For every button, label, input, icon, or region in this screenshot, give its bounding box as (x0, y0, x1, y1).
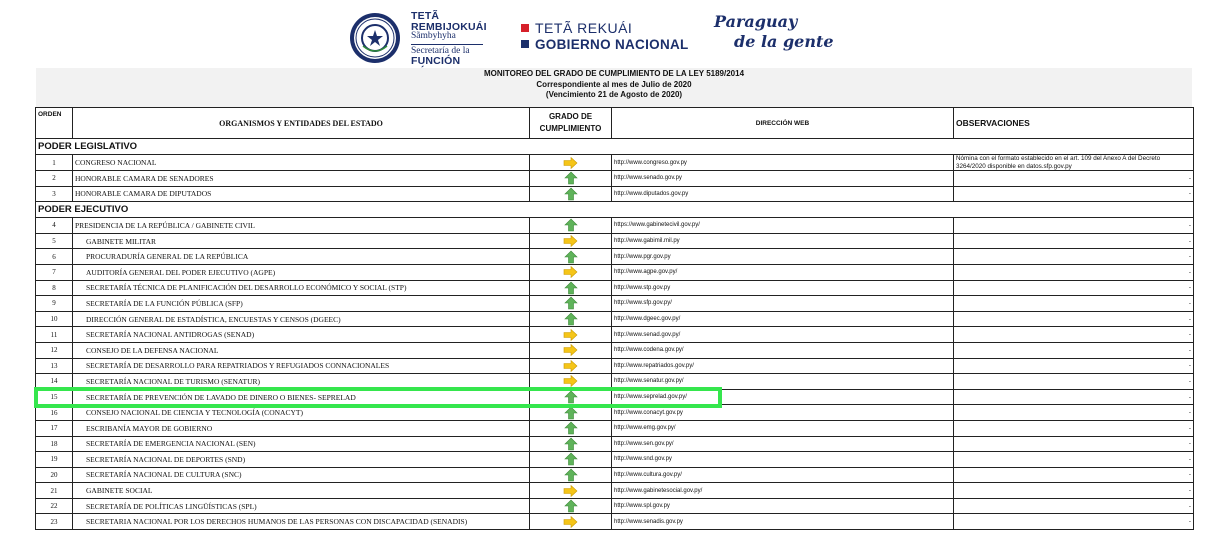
table-row (36, 374, 1194, 390)
arrow-right-icon (563, 329, 578, 341)
row-url-link[interactable]: http://www.gabimil.mil.py (612, 233, 954, 249)
row-orden: 9 (36, 296, 73, 312)
row-observaciones: - (954, 264, 1194, 280)
row-entity-name: ESCRIBANÍA MAYOR DE GOBIERNO (73, 420, 530, 436)
row-grado (530, 311, 612, 327)
sfp-line1: TETÃ (411, 10, 440, 22)
row-entity-name: SECRETARÍA DE EMERGENCIA NACIONAL (SEN) (73, 436, 530, 452)
row-url-link[interactable]: http://www.conacyt.gov.py (612, 405, 954, 421)
row-observaciones: - (954, 218, 1194, 234)
row-url-link[interactable]: http://www.senado.gov.py (612, 171, 954, 187)
table-row (36, 498, 1194, 514)
row-url-link[interactable]: http://www.gabinetesocial.gov.py/ (612, 483, 954, 499)
row-orden: 5 (36, 233, 73, 249)
row-entity-name: SECRETARÍA TÉCNICA DE PLANIFICACIÓN DEL DESARROLLO ECONÓMICO Y SOCIAL (STP) (73, 280, 530, 296)
row-url-link[interactable]: http://www.emg.gov.py/ (612, 420, 954, 436)
row-orden: 2 (36, 171, 73, 187)
col-grado-header (530, 108, 612, 139)
row-orden: 20 (36, 467, 73, 483)
row-entity-name: SECRETARÍA NACIONAL DE DEPORTES (SND) (73, 452, 530, 468)
table-row (36, 249, 1194, 265)
col-direccion-header: DIRECCIÓN WEB (612, 108, 954, 139)
section-row (36, 202, 1194, 218)
table-row (36, 483, 1194, 499)
row-orden: 11 (36, 327, 73, 343)
table-row (36, 218, 1194, 234)
row-observaciones: - (954, 405, 1194, 421)
row-orden: 22 (36, 498, 73, 514)
arrow-up-icon (564, 187, 578, 201)
arrow-right-icon (563, 235, 578, 247)
table-row (36, 358, 1194, 374)
table-row (36, 186, 1194, 202)
table-row (36, 311, 1194, 327)
row-orden: 17 (36, 420, 73, 436)
row-orden: 7 (36, 264, 73, 280)
sfp-line2: REMBIJOKUÁI (411, 20, 487, 33)
arrow-up-icon (564, 312, 578, 326)
row-grado (530, 389, 612, 405)
row-grado (530, 342, 612, 358)
table-row (36, 327, 1194, 343)
report-deadline: (Vencimiento 21 de Agosto de 2020) (545, 90, 683, 99)
row-observaciones: - (954, 452, 1194, 468)
col-orden-header: ORDEN (36, 108, 73, 139)
arrow-right-icon (563, 485, 578, 497)
row-observaciones: - (954, 342, 1194, 358)
row-orden: 15 (36, 389, 73, 405)
row-orden: 19 (36, 452, 73, 468)
blue-square-icon (521, 40, 529, 48)
row-observaciones: - (954, 514, 1194, 530)
table-header-row (36, 108, 1194, 139)
table-row (36, 171, 1194, 187)
row-entity-name: PRESIDENCIA DE LA REPÚBLICA / GABINETE CIVIL (73, 218, 530, 234)
arrow-right-icon (563, 516, 578, 528)
row-observaciones: - (954, 436, 1194, 452)
arrow-up-icon (564, 171, 578, 185)
report-subtitle: Correspondiente al mes de Julio de 2020 (536, 79, 692, 89)
row-entity-name: HONORABLE CAMARA DE DIPUTADOS (73, 186, 530, 202)
row-grado (530, 171, 612, 187)
compliance-table (35, 107, 1194, 530)
row-grado (530, 436, 612, 452)
arrow-up-icon (564, 296, 578, 310)
table-row (36, 155, 1194, 171)
row-orden: 4 (36, 218, 73, 234)
row-grado (530, 483, 612, 499)
row-grado (530, 233, 612, 249)
row-orden: 6 (36, 249, 73, 265)
row-observaciones: - (954, 296, 1194, 312)
row-url-link[interactable]: http://www.cultura.gov.py/ (612, 467, 954, 483)
row-orden: 23 (36, 514, 73, 530)
row-entity-name: GABINETE MILITAR (73, 233, 530, 249)
row-entity-name: CONGRESO NACIONAL (73, 155, 530, 171)
table-row (36, 280, 1194, 296)
row-grado (530, 264, 612, 280)
row-entity-name: GABINETE SOCIAL (73, 483, 530, 499)
row-orden: 3 (36, 186, 73, 202)
arrow-up-icon (564, 452, 578, 466)
table-row (36, 452, 1194, 468)
row-grado (530, 280, 612, 296)
grado-line1: GRADO DE (548, 112, 593, 121)
row-url-link[interactable]: http://www.pgr.gov.py (612, 249, 954, 265)
arrow-up-icon (564, 250, 578, 264)
row-observaciones: - (954, 358, 1194, 374)
row-url-link[interactable]: http://www.seprelad.gov.py/ (612, 389, 954, 405)
row-orden: 1 (36, 155, 73, 171)
row-url-link[interactable]: http://www.snd.gov.py (612, 452, 954, 468)
row-observaciones: Nómina con el formato establecido en el art. 109 del Anexo A del Decreto 3264/2020 disponible en datos.sfp.gov.py (954, 155, 1194, 171)
row-observaciones: - (954, 171, 1194, 187)
row-entity-name: PROCURADURÍA GENERAL DE LA REPÚBLICA (73, 249, 530, 265)
row-grado (530, 296, 612, 312)
row-entity-name: SECRETARÍA DE POLÍTICAS LINGÜÍSTICAS (SPL) (73, 498, 530, 514)
col-organismos-header: ORGANISMOS Y ENTIDADES DEL ESTADO (73, 108, 530, 139)
section-row (36, 139, 1194, 155)
table-row (36, 389, 1194, 405)
gobierno-logo (521, 20, 689, 52)
row-grado (530, 498, 612, 514)
row-url-link[interactable]: http://www.diputados.gov.py (612, 186, 954, 202)
row-observaciones: - (954, 327, 1194, 343)
row-url-link[interactable]: http://www.dgeec.gov.py/ (612, 311, 954, 327)
row-observaciones: - (954, 280, 1194, 296)
table-body (36, 139, 1194, 530)
row-grado (530, 420, 612, 436)
national-seal-icon (349, 12, 401, 64)
row-url-link[interactable]: http://www.senatur.gov.py/ (612, 374, 954, 390)
table-row (36, 436, 1194, 452)
table-row (36, 264, 1194, 280)
row-entity-name: SECRETARÍA NACIONAL ANTIDROGAS (SENAD) (73, 327, 530, 343)
report-title: MONITOREO DEL GRADO DE CUMPLIMIENTO DE LA LEY 5189/2014 (483, 69, 745, 78)
report-title-band (36, 68, 1192, 108)
row-entity-name: HONORABLE CAMARA DE SENADORES (73, 171, 530, 187)
row-url-link[interactable]: http://www.agpe.gov.py/ (612, 264, 954, 280)
table-row (36, 233, 1194, 249)
row-orden: 13 (36, 358, 73, 374)
row-entity-name: CONSEJO NACIONAL DE CIENCIA Y TECNOLOGÍA (CONACYT) (73, 405, 530, 421)
row-entity-name: DIRECCIÓN GENERAL DE ESTADÍSTICA, ENCUESTAS Y CENSOS (DGEEC) (73, 311, 530, 327)
row-grado (530, 452, 612, 468)
arrow-up-icon (564, 390, 578, 404)
sfp-line3: Sãmbyhyha (411, 31, 456, 41)
table-row (36, 514, 1194, 530)
slogan-logo (714, 14, 834, 50)
row-orden: 8 (36, 280, 73, 296)
arrow-right-icon (563, 360, 578, 372)
table-row (36, 296, 1194, 312)
arrow-up-icon (564, 499, 578, 513)
row-orden: 14 (36, 374, 73, 390)
row-url-link[interactable]: http://www.congreso.gov.py (612, 155, 954, 171)
row-observaciones: - (954, 186, 1194, 202)
arrow-right-icon (563, 157, 578, 169)
arrow-up-icon (564, 281, 578, 295)
row-entity-name: SECRETARÍA NACIONAL DE TURISMO (SENATUR) (73, 374, 530, 390)
row-observaciones: - (954, 498, 1194, 514)
row-orden: 16 (36, 405, 73, 421)
row-grado (530, 374, 612, 390)
red-square-icon (521, 24, 529, 32)
row-entity-name: SECRETARÍA DE DESARROLLO PARA REPATRIADOS Y REFUGIADOS CONNACIONALES (73, 358, 530, 374)
row-observaciones: - (954, 374, 1194, 390)
section-title: PODER EJECUTIVO (36, 202, 1194, 218)
table-row (36, 420, 1194, 436)
row-grado (530, 467, 612, 483)
row-grado (530, 358, 612, 374)
header-logos (0, 0, 1220, 68)
col-observaciones-header: OBSERVACIONES (954, 108, 1194, 139)
gob-line1: TETÃ REKUÁI (535, 20, 633, 36)
section-title: PODER LEGISLATIVO (36, 139, 1194, 155)
arrow-up-icon (564, 421, 578, 435)
row-observaciones: - (954, 483, 1194, 499)
table-row (36, 405, 1194, 421)
row-observaciones: - (954, 311, 1194, 327)
row-grado (530, 155, 612, 171)
sfp-divider (411, 44, 483, 45)
arrow-right-icon (563, 266, 578, 278)
table-row (36, 467, 1194, 483)
row-entity-name: SECRETARÍA DE LA FUNCIÓN PÚBLICA (SFP) (73, 296, 530, 312)
row-entity-name: SECRETARÍA NACIONAL DE CULTURA (SNC) (73, 467, 530, 483)
row-entity-name: AUDITORÍA GENERAL DEL PODER EJECUTIVO (AGPE) (73, 264, 530, 280)
row-url-link[interactable]: http://www.repatriados.gov.py/ (612, 358, 954, 374)
sfp-line5: FUNCIÓN (411, 55, 461, 67)
arrow-up-icon (564, 218, 578, 232)
row-observaciones: - (954, 249, 1194, 265)
row-observaciones: - (954, 420, 1194, 436)
row-orden: 10 (36, 311, 73, 327)
arrow-up-icon (564, 468, 578, 482)
row-entity-name: SECRETARIA NACIONAL POR LOS DERECHOS HUMANOS DE LAS PERSONAS CON DISCAPACIDAD (SENADIS) (73, 514, 530, 530)
row-grado (530, 218, 612, 234)
slogan-line2: de la gente (734, 32, 834, 51)
table-row (36, 342, 1194, 358)
row-url-link[interactable]: https://www.gabinetecivil.gov.py/ (612, 218, 954, 234)
row-entity-name: SECRETARÍA DE PREVENCIÓN DE LAVADO DE DINERO O BIENES- SEPRELAD (73, 389, 530, 405)
gob-line2: GOBIERNO NACIONAL (535, 36, 689, 52)
row-url-link[interactable]: http://www.stp.gov.py (612, 280, 954, 296)
row-url-link[interactable]: http://www.spl.gov.py (612, 498, 954, 514)
row-url-link[interactable]: http://www.senad.gov.py/ (612, 327, 954, 343)
row-grado (530, 249, 612, 265)
row-grado (530, 186, 612, 202)
arrow-up-icon (564, 406, 578, 420)
grado-line2: CUMPLIMIENTO (539, 124, 602, 133)
row-orden: 18 (36, 436, 73, 452)
row-orden: 12 (36, 342, 73, 358)
row-grado (530, 514, 612, 530)
row-observaciones: - (954, 233, 1194, 249)
row-url-link[interactable]: http://www.sfp.gov.py/ (612, 296, 954, 312)
arrow-right-icon (563, 375, 578, 387)
row-orden: 21 (36, 483, 73, 499)
row-url-link[interactable]: http://www.sen.gov.py/ (612, 436, 954, 452)
row-observaciones: - (954, 467, 1194, 483)
row-observaciones: - (954, 389, 1194, 405)
arrow-up-icon (564, 437, 578, 451)
slogan-line1: Paraguay (714, 12, 798, 31)
arrow-right-icon (563, 344, 578, 356)
row-entity-name: CONSEJO DE LA DEFENSA NACIONAL (73, 342, 530, 358)
row-grado (530, 327, 612, 343)
row-grado (530, 405, 612, 421)
row-url-link[interactable]: http://www.senadis.gov.py (612, 514, 954, 530)
row-url-link[interactable]: http://www.codena.gov.py/ (612, 342, 954, 358)
sfp-line4: Secretaría de la (411, 45, 470, 56)
